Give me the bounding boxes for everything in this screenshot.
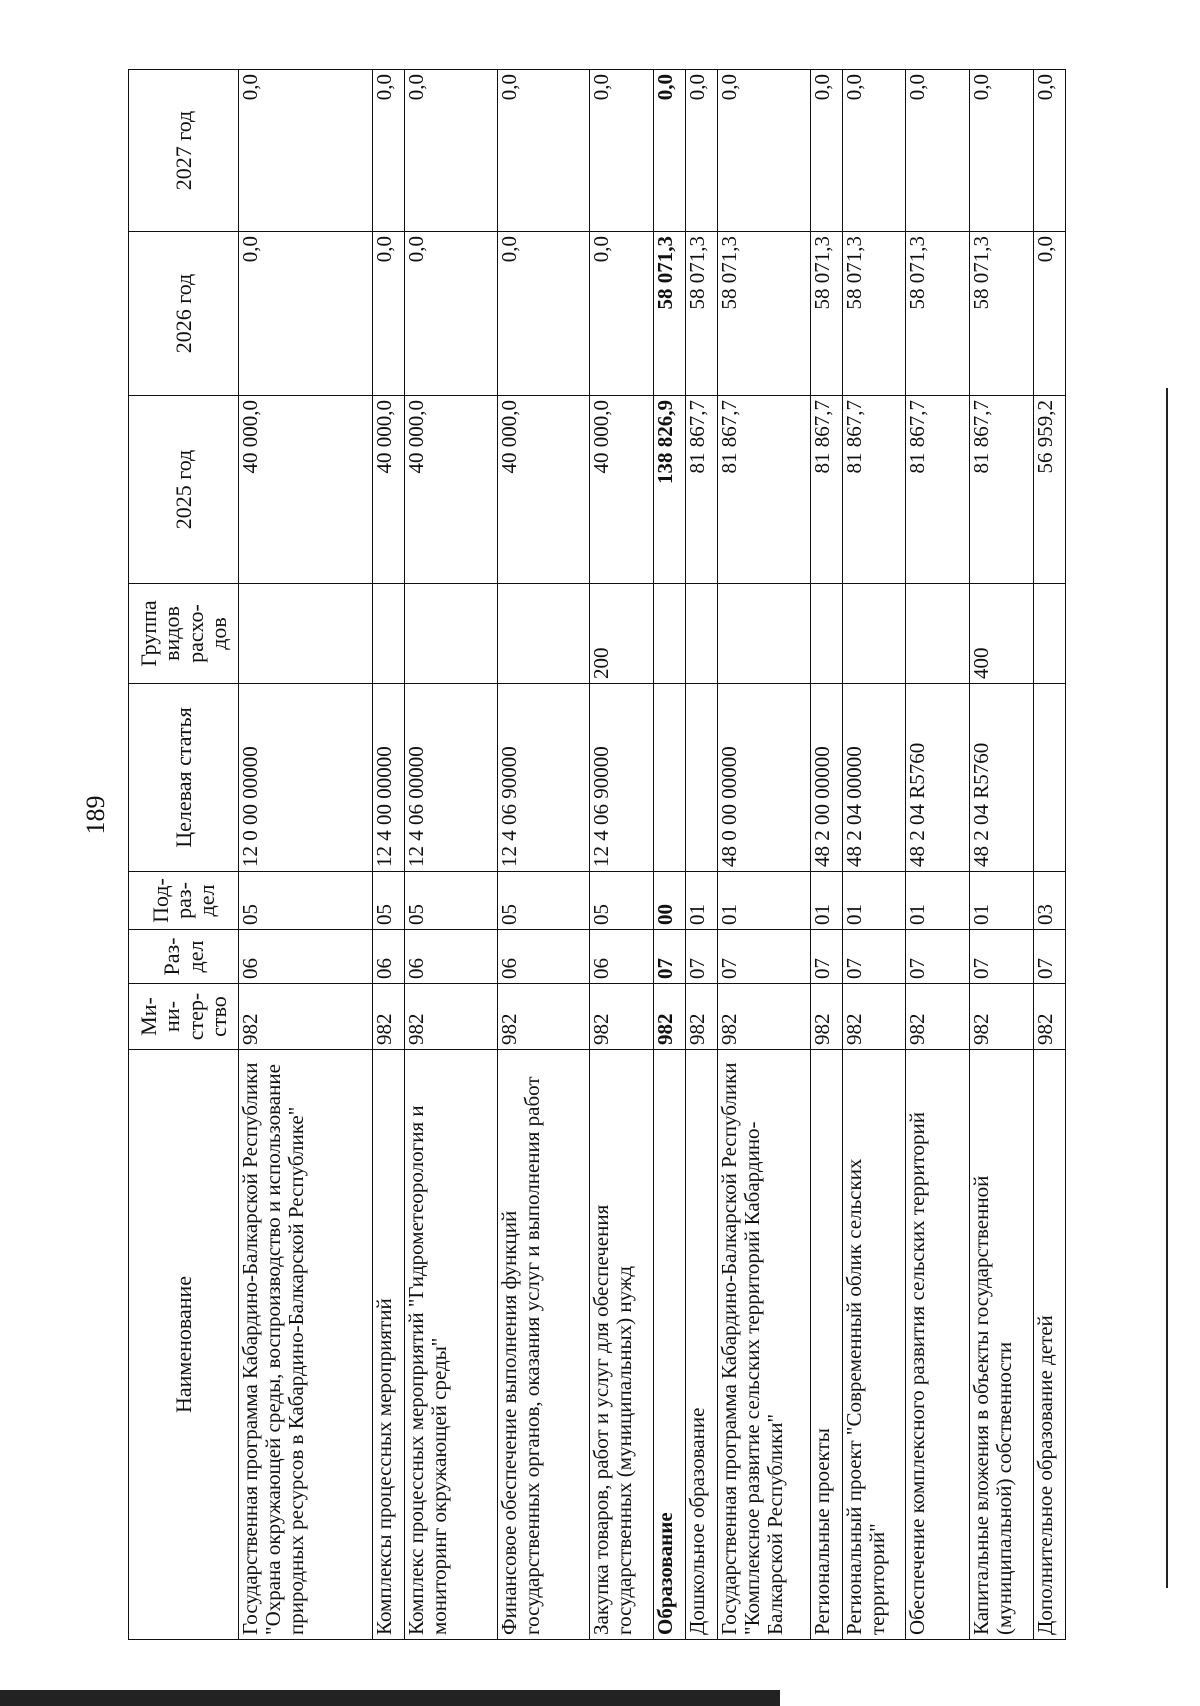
row-group: [842, 584, 906, 684]
row-ministry: 982: [810, 984, 842, 1050]
row-subsection: 01: [685, 872, 717, 930]
page-number: 189: [81, 795, 110, 835]
row-ministry: 982: [405, 984, 497, 1050]
row-2027: 0,0: [372, 70, 404, 232]
table-row: [653, 70, 685, 1640]
row-2027: 0,0: [906, 70, 970, 232]
row-ministry: 982: [842, 984, 906, 1050]
row-2026: 0,0: [1033, 232, 1065, 396]
row-target: 12 4 06 90000: [497, 684, 589, 872]
row-ministry: 982: [718, 984, 810, 1050]
header-group: Группа видов расхо-дов: [129, 584, 239, 684]
row-group: [653, 584, 685, 684]
header-subsection: Под-раз-дел: [129, 872, 239, 930]
row-subsection: 01: [842, 872, 906, 930]
header-2025: 2025 год: [129, 396, 239, 584]
row-subsection: 01: [970, 872, 1034, 930]
row-2027: 0,0: [653, 70, 685, 232]
table-row: [1033, 70, 1065, 1640]
row-section: 07: [685, 930, 717, 984]
row-2025: 40 000,0: [405, 396, 497, 584]
row-2025: 40 000,0: [590, 396, 654, 584]
row-2026: 58 071,3: [718, 232, 810, 396]
header-name: Наименование: [129, 1050, 239, 1640]
row-2026: 58 071,3: [685, 232, 717, 396]
row-name: Дополнительное образование детей: [1033, 1050, 1065, 1640]
row-subsection: 05: [239, 872, 373, 930]
row-subsection: 01: [810, 872, 842, 930]
row-section: 07: [653, 930, 685, 984]
row-section: 07: [906, 930, 970, 984]
header-2026: 2026 год: [129, 232, 239, 396]
row-target: 12 0 00 00000: [239, 684, 373, 872]
row-subsection: 00: [653, 872, 685, 930]
row-2026: 0,0: [405, 232, 497, 396]
row-2026: 58 071,3: [810, 232, 842, 396]
row-name: Закупка товаров, работ и услуг для обеспечения государственных (муниципальных) нужд: [590, 1050, 654, 1640]
row-group: [497, 584, 589, 684]
row-target: 48 2 04 R5760: [970, 684, 1034, 872]
row-2027: 0,0: [718, 70, 810, 232]
budget-table: [128, 69, 1066, 1640]
row-2027: 0,0: [405, 70, 497, 232]
row-2026: 0,0: [372, 232, 404, 396]
row-group: [685, 584, 717, 684]
row-group: [239, 584, 373, 684]
row-2027: 0,0: [239, 70, 373, 232]
row-section: 07: [842, 930, 906, 984]
row-2025: 40 000,0: [497, 396, 589, 584]
row-ministry: 982: [685, 984, 717, 1050]
row-2027: 0,0: [497, 70, 589, 232]
row-2026: 58 071,3: [653, 232, 685, 396]
row-group: [405, 584, 497, 684]
budget-table-container: [128, 70, 1066, 1640]
row-group: 200: [590, 584, 654, 684]
row-target: 12 4 06 90000: [590, 684, 654, 872]
header-target: Целевая статья: [129, 684, 239, 872]
table-row: [590, 70, 654, 1640]
row-name: Обеспечение комплексного развития сельских территорий: [906, 1050, 970, 1640]
row-section: 07: [970, 930, 1034, 984]
row-subsection: 05: [590, 872, 654, 930]
row-section: 06: [405, 930, 497, 984]
row-target: 48 2 04 R5760: [906, 684, 970, 872]
row-target: 48 2 00 00000: [810, 684, 842, 872]
row-2025: 81 867,7: [842, 396, 906, 584]
row-name: Государственная программа Кабардино-Балкарской Республики "Комплексное развитие сельских территорий Кабардино-Балкарской Республики": [718, 1050, 810, 1640]
row-2026: 58 071,3: [842, 232, 906, 396]
row-2026: 0,0: [497, 232, 589, 396]
row-2025: 81 867,7: [810, 396, 842, 584]
table-row: [239, 70, 373, 1640]
row-name: Капитальные вложения в объекты государственной (муниципальной) собственности: [970, 1050, 1034, 1640]
row-name: Дошкольное образование: [685, 1050, 717, 1640]
row-subsection: 03: [1033, 872, 1065, 930]
row-section: 06: [372, 930, 404, 984]
header-2027: 2027 год: [129, 70, 239, 232]
row-section: 07: [810, 930, 842, 984]
row-2027: 0,0: [590, 70, 654, 232]
row-2025: 81 867,7: [685, 396, 717, 584]
row-target: 12 4 00 00000: [372, 684, 404, 872]
table-row: [497, 70, 589, 1640]
row-group: [718, 584, 810, 684]
header-section: Раз-дел: [129, 930, 239, 984]
row-target: [1033, 684, 1065, 872]
row-ministry: 982: [906, 984, 970, 1050]
row-group: [1033, 584, 1065, 684]
row-2026: 58 071,3: [970, 232, 1034, 396]
row-2025: 81 867,7: [906, 396, 970, 584]
table-header-row: [129, 70, 239, 1640]
table-row: [718, 70, 810, 1640]
row-name: Комплекс процессных мероприятий "Гидрометеорология и мониторинг окружающей среды": [405, 1050, 497, 1640]
row-ministry: 982: [653, 984, 685, 1050]
row-section: 07: [1033, 930, 1065, 984]
table-row: [842, 70, 906, 1640]
row-2027: 0,0: [970, 70, 1034, 232]
row-2027: 0,0: [685, 70, 717, 232]
row-target: 48 2 04 00000: [842, 684, 906, 872]
row-subsection: 05: [372, 872, 404, 930]
row-2027: 0,0: [1033, 70, 1065, 232]
row-2027: 0,0: [842, 70, 906, 232]
row-target: [653, 684, 685, 872]
row-2027: 0,0: [810, 70, 842, 232]
row-subsection: 05: [497, 872, 589, 930]
row-group: 400: [970, 584, 1034, 684]
row-2026: 0,0: [590, 232, 654, 396]
row-section: 07: [718, 930, 810, 984]
header-ministry: Ми-ни-стер-ство: [129, 984, 239, 1050]
row-target: [685, 684, 717, 872]
row-subsection: 01: [906, 872, 970, 930]
table-row: [405, 70, 497, 1640]
row-2025: 138 826,9: [653, 396, 685, 584]
row-section: 06: [239, 930, 373, 984]
row-2026: 0,0: [239, 232, 373, 396]
row-2025: 40 000,0: [239, 396, 373, 584]
row-2026: 58 071,3: [906, 232, 970, 396]
row-ministry: 982: [497, 984, 589, 1050]
row-2025: 81 867,7: [718, 396, 810, 584]
row-ministry: 982: [1033, 984, 1065, 1050]
row-group: [810, 584, 842, 684]
scan-edge-line: [1166, 388, 1168, 1588]
row-name: Региональные проекты: [810, 1050, 842, 1640]
row-2025: 40 000,0: [372, 396, 404, 584]
row-section: 06: [497, 930, 589, 984]
scan-edge-line: [0, 1690, 780, 1706]
row-group: [906, 584, 970, 684]
row-section: 06: [590, 930, 654, 984]
table-row: [970, 70, 1034, 1640]
row-group: [372, 584, 404, 684]
row-target: 48 0 00 00000: [718, 684, 810, 872]
row-name: Государственная программа Кабардино-Балкарской Республики "Охрана окружающей среды, воспроизводство и использование природных ресурсов в Кабардино-Балкарской Республике": [239, 1050, 373, 1640]
table-row: [685, 70, 717, 1640]
row-subsection: 05: [405, 872, 497, 930]
row-2025: 56 959,2: [1033, 396, 1065, 584]
row-ministry: 982: [590, 984, 654, 1050]
row-ministry: 982: [239, 984, 373, 1050]
table-row: [810, 70, 842, 1640]
row-2025: 81 867,7: [970, 396, 1034, 584]
row-name: Финансовое обеспечение выполнения функций государственных органов, оказания услуг и выполнения работ: [497, 1050, 589, 1640]
table-row: [906, 70, 970, 1640]
row-name: Образование: [653, 1050, 685, 1640]
row-subsection: 01: [718, 872, 810, 930]
row-ministry: 982: [970, 984, 1034, 1050]
row-ministry: 982: [372, 984, 404, 1050]
row-name: Региональный проект "Современный облик сельских территорий": [842, 1050, 906, 1640]
row-name: Комплексы процессных мероприятий: [372, 1050, 404, 1640]
row-target: 12 4 06 00000: [405, 684, 497, 872]
table-row: [372, 70, 404, 1640]
